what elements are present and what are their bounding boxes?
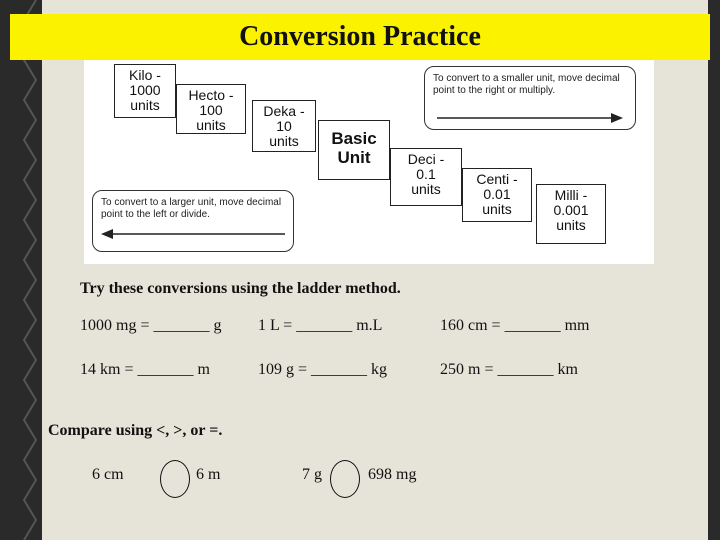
larger-unit-hint (92, 190, 294, 252)
step-name: Milli - (554, 187, 588, 203)
step-unit: units (196, 117, 226, 133)
compare-1-left: 6 cm (92, 466, 124, 483)
step-unit: units (130, 97, 160, 113)
step-name: Deci - (407, 151, 445, 167)
smaller-unit-hint-text: To convert to a smaller unit, move decimal point to the right or multiply. (433, 73, 620, 96)
step-name: Deka - (263, 103, 305, 119)
ladder-step-deka (252, 100, 316, 152)
problem-5: 109 g = _______ kg (258, 361, 388, 378)
smaller-unit-hint (424, 66, 636, 130)
problem-2: 1 L = _______ m.L (258, 317, 383, 334)
compare-2-right: 698 mg (368, 466, 417, 483)
step-name: Kilo - (129, 67, 161, 83)
ladder-step-milli (536, 184, 606, 244)
step-name: Hecto - (188, 87, 234, 103)
practice-heading: Try these conversions using the ladder method. (80, 280, 401, 297)
ladder-step-hecto (176, 84, 246, 134)
step-value: 1000 (129, 82, 161, 98)
ladder-step-centi (462, 168, 532, 222)
problem-6: 250 m = _______ km (440, 361, 578, 378)
right-decorative-strip (708, 0, 720, 540)
problem-1: 1000 mg = _______ g (80, 317, 222, 334)
step-unit: units (482, 201, 512, 217)
problem-4: 14 km = _______ m (80, 361, 210, 378)
larger-unit-hint-text: To convert to a larger unit, move decimal point to the left or divide. (101, 197, 282, 220)
ladder-step-deci (390, 148, 462, 206)
step-value: 100 (199, 102, 223, 118)
arrow-right-icon (435, 111, 625, 125)
step-unit: units (411, 181, 441, 197)
compare-2-left: 7 g (302, 466, 322, 483)
compare-2-answer-circle[interactable] (330, 460, 360, 498)
left-decorative-strip (0, 0, 42, 540)
step-value: 10 (276, 118, 292, 134)
step-unit: units (556, 217, 586, 233)
step-value: 0.1 (416, 166, 436, 182)
compare-1-answer-circle[interactable] (160, 460, 190, 498)
step-unit: units (269, 133, 299, 149)
step-value: 0.01 (483, 186, 511, 202)
ladder-step-basic-unit (318, 120, 390, 180)
ladder-step-kilo (114, 64, 176, 118)
metric-ladder-diagram (84, 60, 654, 264)
step-name: Centi - (476, 171, 518, 187)
compare-heading: Compare using <, >, or =. (48, 422, 223, 439)
arrow-left-icon (101, 227, 287, 241)
step-value: Unit (337, 148, 371, 167)
problem-3: 160 cm = _______ mm (440, 317, 590, 334)
step-value: 0.001 (553, 202, 589, 218)
compare-1-right: 6 m (196, 466, 221, 483)
zigzag-border-icon (0, 0, 42, 540)
step-name: Basic (331, 129, 377, 148)
slide-title: Conversion Practice (10, 14, 710, 60)
